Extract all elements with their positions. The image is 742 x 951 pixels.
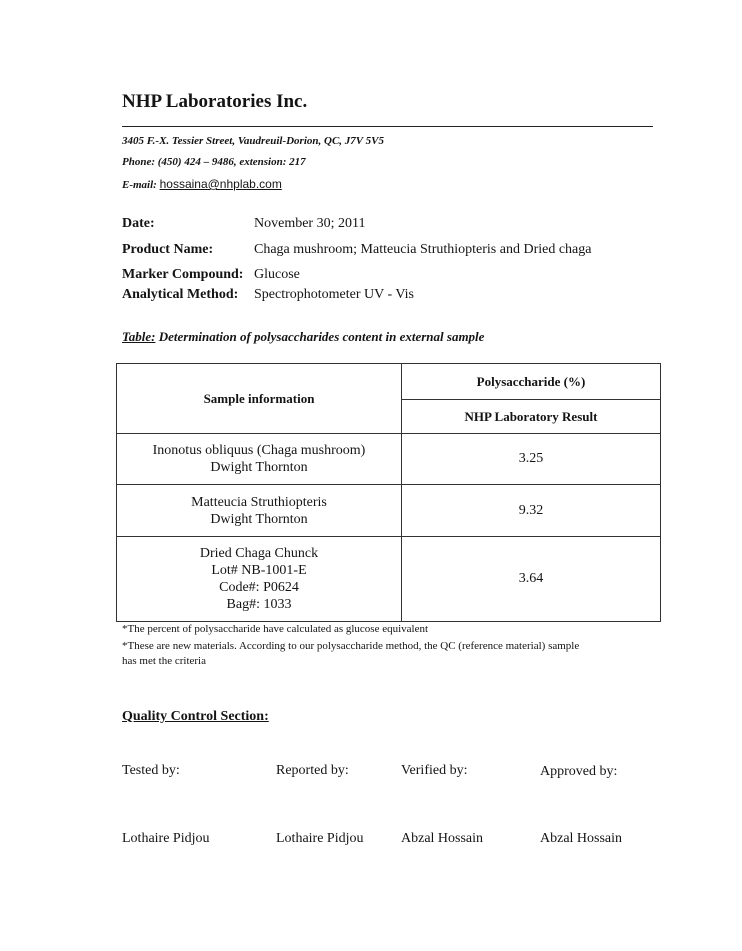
email-link[interactable]: hossaina@nhplab.com bbox=[159, 177, 282, 191]
product-label: Product Name: bbox=[122, 242, 214, 257]
product-value: Chaga mushroom; Matteucia Struthiopteris and Dried chaga bbox=[254, 242, 592, 257]
sample-line: Dwight Thornton bbox=[210, 460, 308, 475]
qc-section-title: Quality Control Section: bbox=[122, 709, 269, 724]
tested-by-label: Tested by: bbox=[122, 763, 180, 778]
sample-line: Dwight Thornton bbox=[210, 511, 308, 527]
sample-line: Inonotus obliquus (Chaga mushroom) bbox=[152, 443, 366, 458]
approved-by-label: Approved by: bbox=[540, 764, 618, 779]
company-email-line bbox=[122, 177, 282, 191]
marker-value: Glucose bbox=[254, 267, 300, 282]
sample-line: Dried Chaga Chunck bbox=[199, 546, 319, 561]
method-value: Spectrophotometer UV - Vis bbox=[254, 287, 415, 302]
date-value: November 30; 2011 bbox=[254, 216, 366, 231]
table-caption-label: Table: bbox=[122, 329, 156, 344]
col-header-result: NHP Laboratory Result bbox=[402, 400, 661, 434]
date-label: Date: bbox=[122, 216, 155, 231]
table-row bbox=[117, 485, 661, 537]
company-name: NHP Laboratories Inc. bbox=[122, 91, 308, 112]
note-new-materials-cont: has met the criteria bbox=[122, 655, 206, 667]
col-header-sample: Sample information bbox=[117, 364, 402, 434]
email-label: E-mail: bbox=[122, 179, 157, 191]
sample-cell bbox=[117, 434, 402, 485]
verified-by-label: Verified by: bbox=[401, 763, 468, 778]
table-caption-text: Determination of polysaccharides content in external sample bbox=[158, 329, 485, 344]
reported-by-label: Reported by: bbox=[276, 763, 349, 778]
header-divider bbox=[122, 126, 653, 127]
marker-label: Marker Compound: bbox=[122, 267, 244, 282]
sample-cell bbox=[117, 485, 402, 537]
result-value: 3.25 bbox=[402, 434, 661, 485]
sample-line: Matteucia Struthiopteris bbox=[191, 494, 327, 510]
results-table bbox=[116, 363, 661, 622]
method-label: Analytical Method: bbox=[122, 287, 239, 302]
table-row bbox=[117, 434, 661, 485]
sample-cell bbox=[117, 537, 402, 622]
tested-by-name: Lothaire Pidjou bbox=[122, 831, 210, 846]
company-phone: Phone: (450) 424 – 9486, extension: 217 bbox=[122, 156, 306, 168]
col-header-polysaccharide: Polysaccharide (%) bbox=[402, 364, 661, 400]
result-value: 9.32 bbox=[402, 485, 661, 537]
sample-line: Code#: P0624 bbox=[219, 580, 299, 595]
table-caption bbox=[122, 329, 484, 345]
verified-by-name: Abzal Hossain bbox=[401, 831, 484, 846]
note-glucose-equivalent: *The percent of polysaccharide have calculated as glucose equivalent bbox=[122, 623, 429, 635]
company-address: 3405 F.-X. Tessier Street, Vaudreuil-Dorion, QC, J7V 5V5 bbox=[122, 135, 385, 147]
sample-line: Lot# NB-1001-E bbox=[211, 563, 307, 578]
sample-line: Bag#: 1033 bbox=[226, 597, 292, 612]
result-value: 3.64 bbox=[402, 537, 661, 622]
reported-by-name: Lothaire Pidjou bbox=[276, 831, 364, 846]
note-new-materials: *These are new materials. According to our polysaccharide method, the QC (reference material) sample bbox=[122, 640, 580, 652]
table-row bbox=[117, 537, 661, 622]
approved-by-name: Abzal Hossain bbox=[540, 831, 623, 846]
